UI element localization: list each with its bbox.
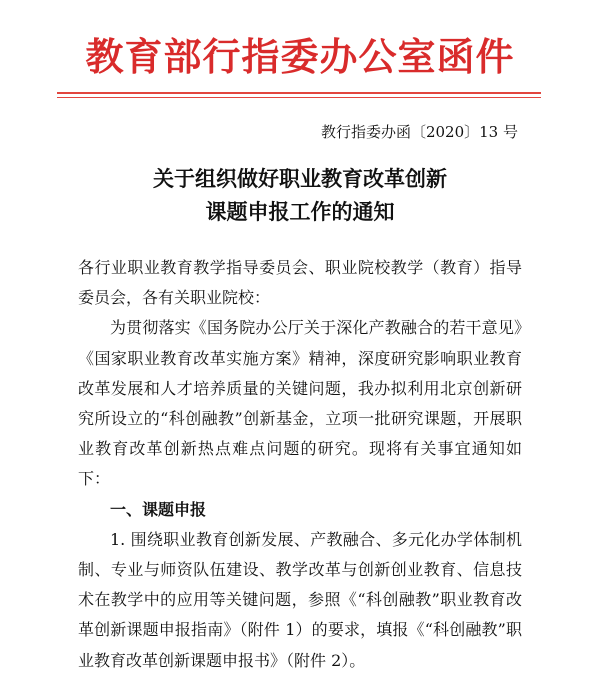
item-paragraph-1: 1. 围绕职业教育创新发展、产教融合、多元化办学体制机制、专业与师资队伍建设、教学改革与创新创业教育、信息技术在教学中的应用等关键问题，参照《“科创融教”职业教育改革创新课题申报指南》（附件 1）的要求，填报《“科创融教”职业教育改革创新课题申报书》（附件 2）。	[78, 529, 522, 670]
intro-paragraph: 为贯彻落实《国务院办公厅关于深化产教融合的若干意见》《国家职业教育改革实施方案》精神，深度研究影响职业教育改革发展和人才培养质量的关键问题，我办拟利用北京创新研究所设立的“科创融教”创新基金，立项一批研究课题，开展职业教育改革创新热点难点问题的研究。现将有关事宜通知如下：	[78, 318, 522, 489]
letterhead-title: 教育部行指委办公室函件	[85, 34, 515, 79]
document-title-line-2: 课题申报工作的通知	[205, 199, 395, 224]
header-rule-thin	[57, 97, 541, 98]
salutation: 各行业职业教育教学指导委员会、职业院校教学（教育）指导委员会，各有关职业院校：	[78, 258, 522, 308]
document-body	[78, 253, 522, 676]
document-title-line-1: 关于组织做好职业教育改革创新	[153, 166, 447, 191]
document-number: 教行指委办函〔2020〕13 号	[320, 123, 518, 141]
section-heading-1: 一、课题申报	[110, 499, 207, 519]
header-rule-thick	[57, 92, 541, 94]
